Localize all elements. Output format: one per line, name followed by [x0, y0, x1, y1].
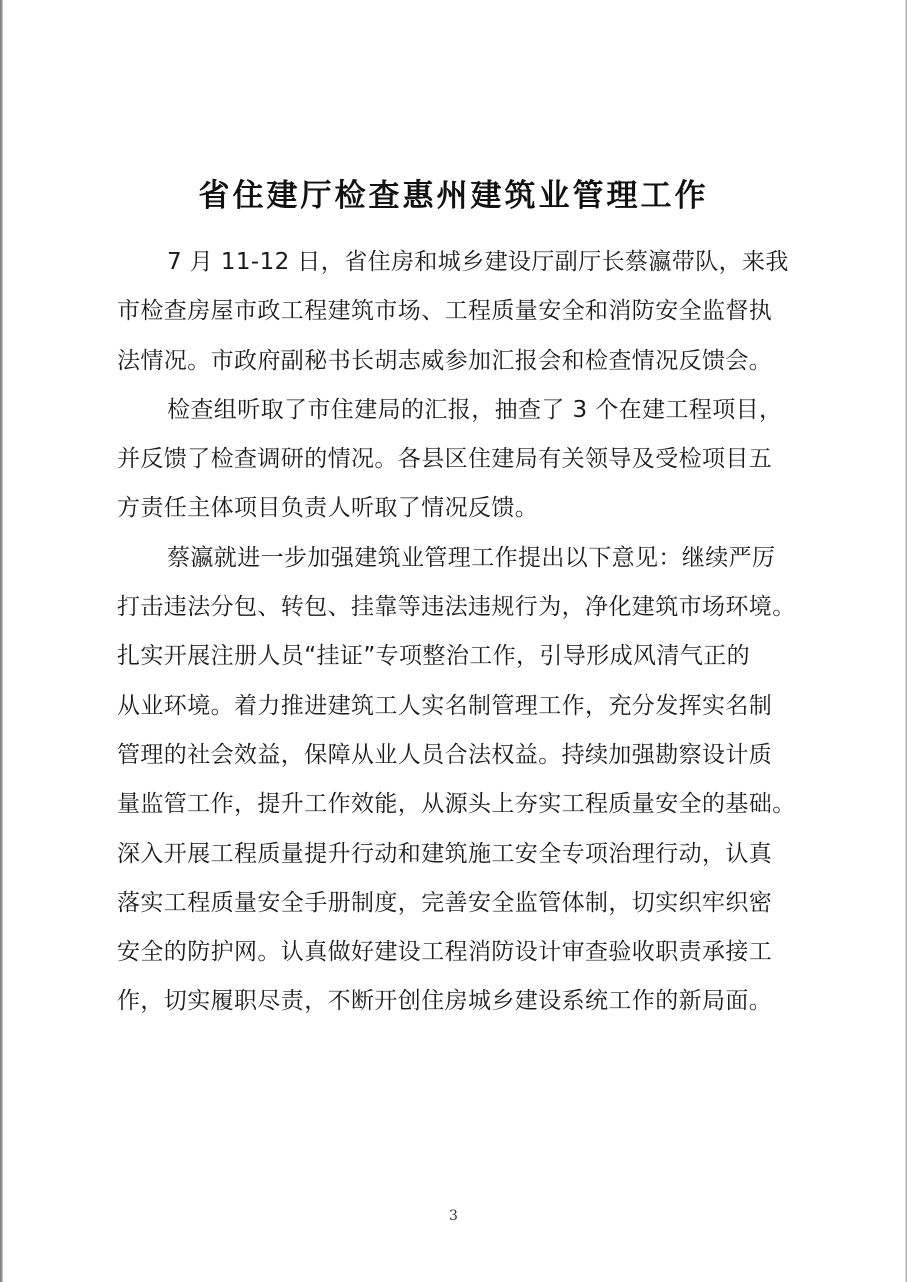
paragraph-1-line-3: 法情况。市政府副秘书长胡志威参加汇报会和检查情况反馈会。: [117, 347, 773, 374]
paragraph-3-line-8: 落实工程质量安全手册制度，完善安全监管体制，切实织牢织密: [117, 889, 773, 916]
paragraph-1-line-1: 7 月 11-12 日，省住房和城乡建设厅副厅长蔡瀛带队，来我: [167, 249, 789, 275]
document-body: [117, 238, 807, 1027]
paragraph-3-line-2: 打击违法分包、转包、挂靠等违法违规行为，净化建筑市场环境。: [117, 594, 796, 621]
paragraph-3-line-1: 蔡瀛就进一步加强建筑业管理工作提出以下意见：继续严厉: [167, 544, 776, 571]
paragraph-2-line-3: 方责任主体项目负责人听取了情况反馈。: [117, 495, 539, 522]
document-title: 省住建厅检查惠州建筑业管理工作: [198, 178, 709, 214]
paragraph-1-line-2: 市检查房屋市政工程建筑市场、工程质量安全和消防安全监督执: [117, 298, 773, 325]
paragraph-2-line-2: 并反馈了检查调研的情况。各县区住建局有关领导及受检项目五: [117, 446, 773, 473]
paragraph-3-line-7: 深入开展工程质量提升行动和建筑施工安全专项治理行动，认真: [117, 840, 773, 867]
page-number: 3: [449, 1208, 458, 1224]
paragraph-3-line-9: 安全的防护网。认真做好建设工程消防设计审查验收职责承接工: [117, 939, 773, 966]
paragraph-3-line-4: 从业环境。着力推进建筑工人实名制管理工作，充分发挥实名制: [117, 692, 773, 719]
paragraph-3-line-10: 作，切实履职尽责，不断开创住房城乡建设系统工作的新局面。: [117, 988, 773, 1015]
paragraph-3-line-3: 扎实开展注册人员“挂证”专项整治工作，引导形成风清气正的: [117, 643, 751, 670]
paragraph-3-line-5: 管理的社会效益，保障从业人员合法权益。持续加强勘察设计质: [117, 741, 773, 768]
paragraph-2-line-1: 检查组听取了市住建局的汇报，抽查了 3 个在建工程项目，: [167, 396, 783, 423]
paragraph-3-line-6: 量监管工作，提升工作效能，从源头上夯实工程质量安全的基础。: [117, 791, 796, 818]
